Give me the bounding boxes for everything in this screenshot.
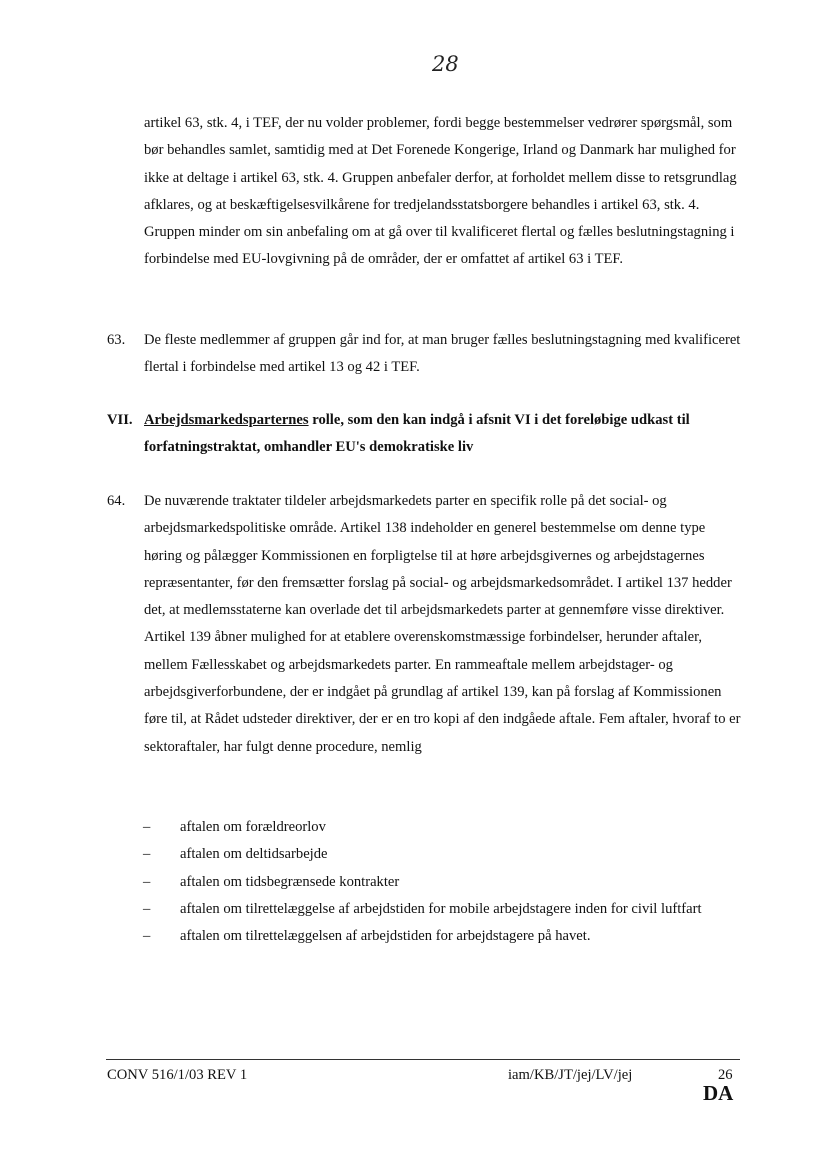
list-item-text: aftalen om deltidsarbejde [180, 846, 328, 863]
footer-divider [106, 1059, 740, 1060]
handwritten-page-number: 28 [432, 52, 459, 76]
footer-initials: iam/KB/JT/jej/LV/jej [508, 1067, 633, 1083]
list-item [140, 869, 740, 896]
paragraph-64-text: De nuværende traktater tildeler arbejdsmarkedets parter en specifik rolle på det social- og arbejdsmarkedspolitiske område. Artikel 138 indeholder en generel bestemmelse om denne type høring og pålægger Kommissionen en forpligtelse til at høre arbejdsgivernes og arbejdstagernes repræsentanter, før den fremsætter forslag på social- og arbejdsmarkedsområdet. I artikel 137 hedder det, at medlemsstaterne kan overlade det til arbejdsmarkedets parter at gennemføre visse direktiver. Artikel 139 åbner mulighed for at etablere overenskomstmæssige forbindelser, herunder aftaler, mellem Fællesskabet og arbejdsmarkedets parter. En rammeaftale mellem arbejdstager- og arbejdsgiverforbundene, der er indgået på grundlag af artikel 139, kan på forslag af Kommissionen føre til, at Rådet udsteder direktiver, der er en tro kopi af den indgåede aftale. Fem aftaler, hvoraf to er sektoraftaler, har fulgt denne procedure, nemlig [144, 493, 741, 755]
list-item-text: aftalen om tidsbegrænsede kontrakter [180, 873, 400, 890]
list-item [140, 841, 740, 868]
list-item [140, 923, 740, 950]
continuation-paragraph: artikel 63, stk. 4, i TEF, der nu volder problemer, fordi begge bestemmelser vedrører spørgsmål, som bør behandles samlet, samtidig med at Det Forenede Kongerige, Irland og Danmark har mulighed for ikke at deltage i artikel 63, stk. 4. Gruppen anbefaler derfor, at forholdet mellem disse to retsgrundlag afklares, og at beskæftigelsesvilkårene for tredjelandsstatsborgere behandles i artikel 63, stk. 4. Gruppen minder om sin anbefaling om at gå over til kvalificeret flertal og fælles beslutningstagning i forbindelse med EU-lovgivning på de områder, der er omfattet af artikel 63 i TEF. [144, 115, 737, 268]
paragraph-63-number: 63. [107, 332, 126, 348]
list-item-text: aftalen om tilrettelæggelsen af arbejdstiden for arbejdstagere på havet. [180, 928, 591, 945]
list-item [140, 896, 740, 923]
section-heading-underlined: Arbejdsmarkedsparternes [144, 412, 309, 428]
footer-language-code: DA [703, 1081, 734, 1105]
list-item-text: aftalen om forældreorlov [180, 819, 326, 835]
dash-marker: – [143, 900, 151, 917]
dash-marker: – [143, 928, 151, 945]
footer-reference: CONV 516/1/03 REV 1 [107, 1067, 248, 1083]
paragraph-63-text: De fleste medlemmer af gruppen går ind for, at man bruger fælles beslutningstagning med kvalificeret flertal i forbindelse med artikel 13 og 42 i TEF. [144, 332, 741, 376]
section-number: VII. [107, 412, 133, 428]
dash-marker: – [143, 846, 151, 863]
section-heading-rest: rolle, som den kan indgå i afsnit VI i det foreløbige udkast til forfatningstraktat, omhandler EU's demokratiske liv [144, 412, 690, 456]
list-item-text: aftalen om tilrettelæggelse af arbejdstiden for mobile arbejdstagere inden for civil luftfart [180, 900, 702, 917]
agreements-list [140, 814, 740, 950]
footer-page-number: 26 [718, 1067, 733, 1083]
paragraph-64-number: 64. [107, 493, 126, 509]
dash-marker: – [143, 873, 151, 890]
list-item [140, 814, 740, 841]
dash-marker: – [143, 819, 151, 835]
section-heading [144, 407, 744, 462]
